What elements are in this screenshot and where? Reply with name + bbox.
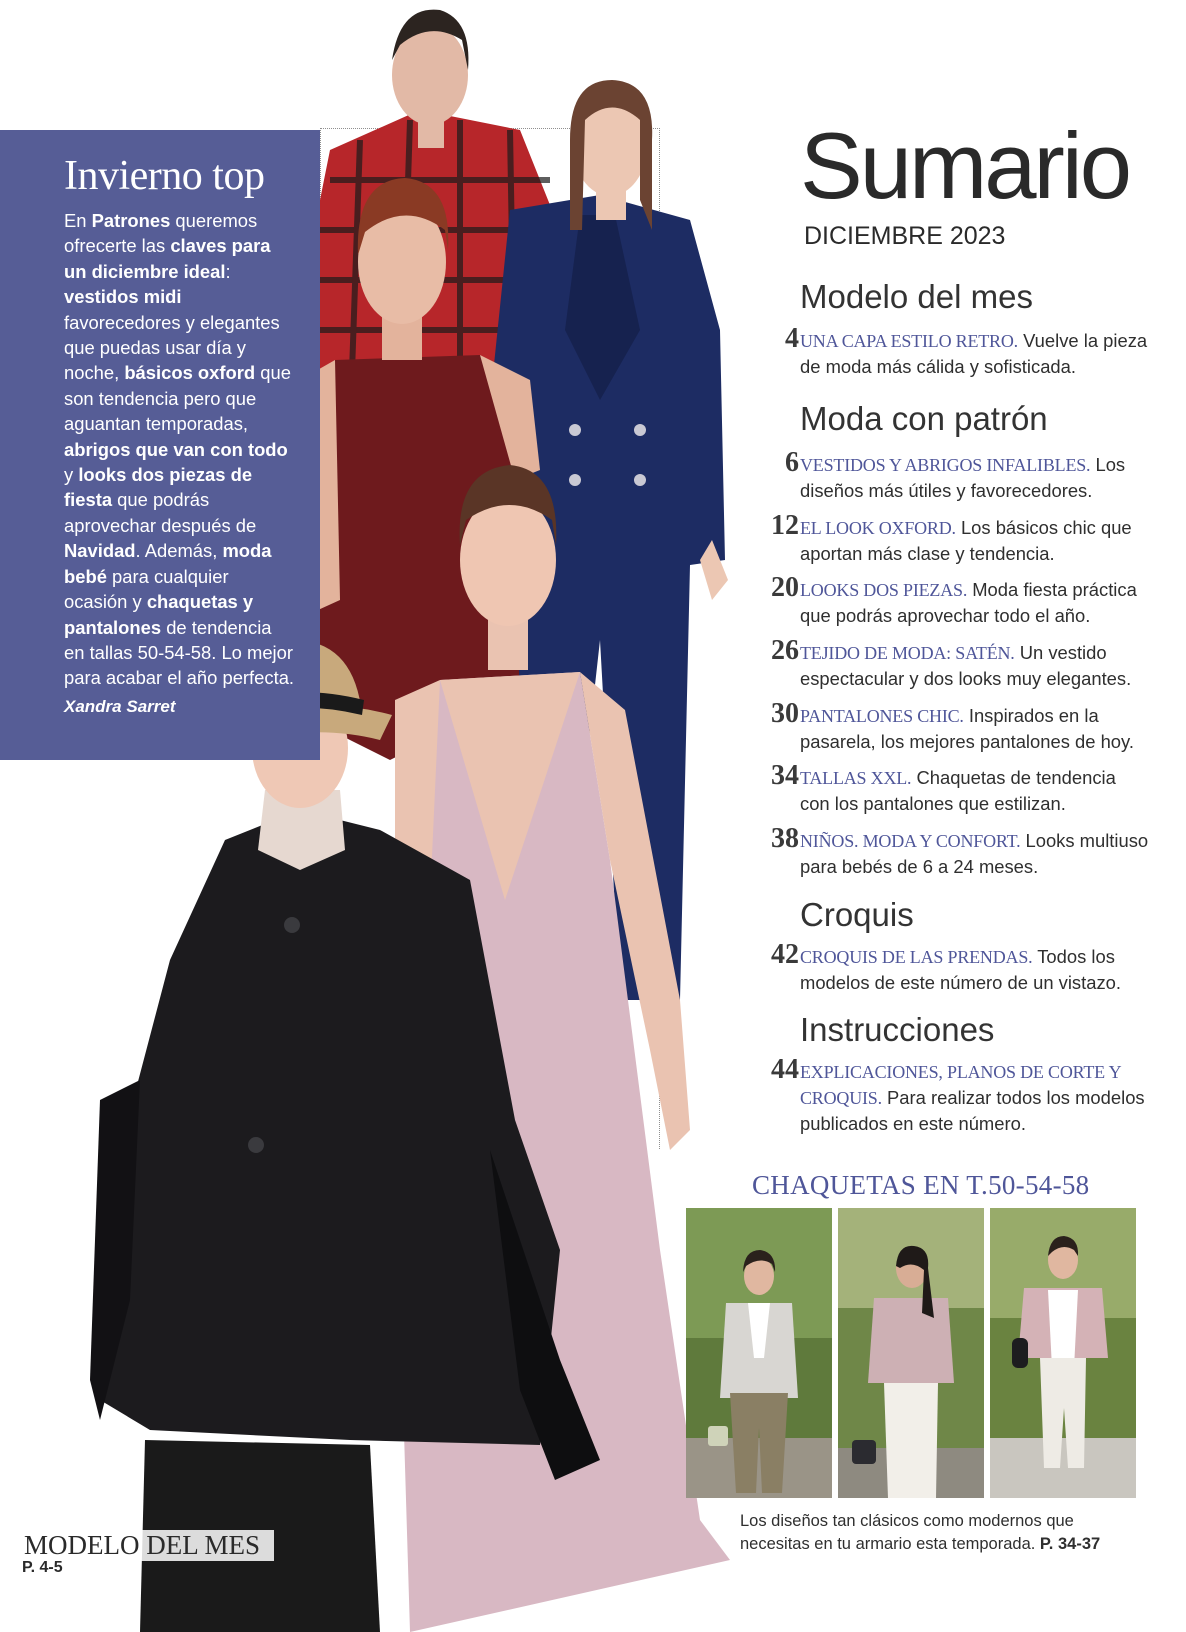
- intro-text-bold: moda bebé: [64, 540, 272, 587]
- cover-page-ref: P. 4-5: [22, 1559, 63, 1576]
- summary-entry[interactable]: [750, 635, 1150, 692]
- summary-entry[interactable]: [750, 510, 1150, 567]
- entry-headline: EL LOOK OXFORD.: [800, 518, 956, 538]
- promo-photo-tweed-jacket[interactable]: [686, 1208, 832, 1498]
- summary-entry[interactable]: [750, 323, 1150, 380]
- promo-caption: [740, 1510, 1140, 1556]
- intro-text-run: queremos ofrecerte las: [64, 210, 258, 257]
- promo-page-ref: P. 34-37: [1039, 1535, 1101, 1553]
- intro-box: [0, 130, 320, 760]
- section-heading: Modelo del mes: [800, 278, 1033, 315]
- entry-description: Todos los modelos de este número de un vistazo.: [800, 946, 1122, 993]
- summary-title: Sumario: [800, 113, 1130, 218]
- summary-entry[interactable]: [750, 939, 1150, 996]
- cover-label: MODELO DEL MES: [22, 1530, 274, 1561]
- section-heading: Instrucciones: [800, 1011, 995, 1048]
- intro-text: [64, 208, 296, 691]
- entry-description: Un vestido espectacular y dos looks muy elegantes.: [800, 642, 1132, 689]
- summary-entry[interactable]: [750, 823, 1150, 880]
- entry-page-number: 38: [771, 823, 799, 854]
- entry-page-number: 42: [771, 939, 799, 970]
- entry-description: Los básicos chic que aportan más clase y tendencia.: [800, 517, 1132, 564]
- entry-page-number: 12: [771, 510, 799, 541]
- section-heading: Moda con patrón: [800, 400, 1048, 437]
- intro-text-bold: Patrones: [91, 210, 171, 231]
- entry-headline: UNA CAPA ESTILO RETRO.: [800, 331, 1018, 351]
- promo-title: CHAQUETAS EN T.50-54-58: [752, 1170, 1090, 1200]
- intro-text-bold: looks dos piezas de fiesta: [64, 464, 253, 511]
- intro-text-run: que podrás aprovechar después de: [64, 489, 257, 536]
- summary-entry[interactable]: [750, 698, 1150, 755]
- intro-text-bold: vestidos midi: [64, 286, 182, 308]
- intro-text-run: y: [64, 464, 79, 486]
- intro-text-run: de tendencia en tallas 50-54-58. Lo mejor para acabar el año perfecta.: [64, 616, 295, 689]
- intro-text-bold: abrigos que van con todo: [64, 438, 288, 460]
- entry-page-number: 20: [771, 572, 799, 603]
- entry-description: Inspirados en la pasarela, los mejores pantalones de hoy.: [800, 705, 1134, 752]
- entry-headline: CROQUIS DE LAS PRENDAS.: [800, 947, 1033, 967]
- promo-caption-text: Los diseños tan clásicos como modernos que necesitas en tu armario esta temporada.: [740, 1512, 1074, 1553]
- entry-description: Looks multiuso para bebés de 6 a 24 meses.: [800, 830, 1149, 877]
- entry-page-number: 26: [771, 635, 799, 666]
- entry-description: Para realizar todos los modelos publicados en este número.: [800, 1087, 1145, 1134]
- entry-description: Chaquetas de tendencia con los pantalones que estilizan.: [800, 767, 1116, 814]
- summary-date: DICIEMBRE 2023: [804, 222, 1006, 250]
- entry-description: Moda fiesta práctica que podrás aprovechar todo el año.: [800, 579, 1137, 626]
- intro-text-run: En: [64, 210, 92, 231]
- entry-headline: VESTIDOS Y ABRIGOS INFALIBLES.: [800, 455, 1091, 475]
- entry-page-number: 34: [771, 760, 799, 791]
- entry-headline: PANTALONES CHIC.: [800, 706, 964, 726]
- entry-page-number: 44: [771, 1054, 799, 1085]
- entry-description: Los diseños más útiles y favorecedores.: [800, 454, 1126, 501]
- summary-entry[interactable]: [750, 760, 1150, 817]
- intro-text-bold: claves para un diciembre ideal: [64, 235, 271, 282]
- entry-headline: EXPLICACIONES, PLANOS DE CORTE Y CROQUIS.: [800, 1062, 1121, 1108]
- intro-text-bold: básicos oxford: [124, 362, 256, 384]
- summary-entry[interactable]: [750, 1054, 1150, 1137]
- intro-title: Invierno top: [64, 153, 265, 199]
- entry-headline: NIÑOS. MODA Y CONFORT.: [800, 831, 1021, 851]
- intro-text-run: para cualquier ocasión y: [64, 565, 229, 613]
- entry-headline: LOOKS DOS PIEZAS.: [800, 580, 968, 600]
- intro-text-bold: Navidad: [64, 540, 136, 562]
- intro-text-bold: chaquetas y pantalones: [64, 591, 254, 638]
- section-heading: Croquis: [800, 896, 914, 933]
- entry-headline: TEJIDO DE MODA: SATÉN.: [800, 643, 1015, 663]
- promo-photo-cropped-jacket[interactable]: [990, 1208, 1136, 1498]
- entry-headline: TALLAS XXL.: [800, 768, 912, 788]
- promo-photo-pink-bomber[interactable]: [838, 1208, 984, 1498]
- summary-entry[interactable]: [750, 572, 1150, 629]
- summary-entry[interactable]: [750, 447, 1150, 504]
- entry-page-number: 30: [771, 698, 799, 729]
- intro-text-run: favorecedores y elegantes que puedas usar día y noche,: [64, 311, 280, 384]
- entry-page-number: 6: [785, 447, 799, 478]
- intro-text-run: que son tendencia pero que aguantan temporadas,: [64, 362, 291, 435]
- intro-author: Xandra Sarret: [64, 696, 176, 716]
- entry-page-number: 4: [785, 323, 799, 354]
- entry-description: Vuelve la pieza de moda más cálida y sofisticada.: [800, 330, 1148, 377]
- intro-text-run: . Además,: [135, 540, 223, 562]
- intro-text-run: :: [225, 260, 231, 282]
